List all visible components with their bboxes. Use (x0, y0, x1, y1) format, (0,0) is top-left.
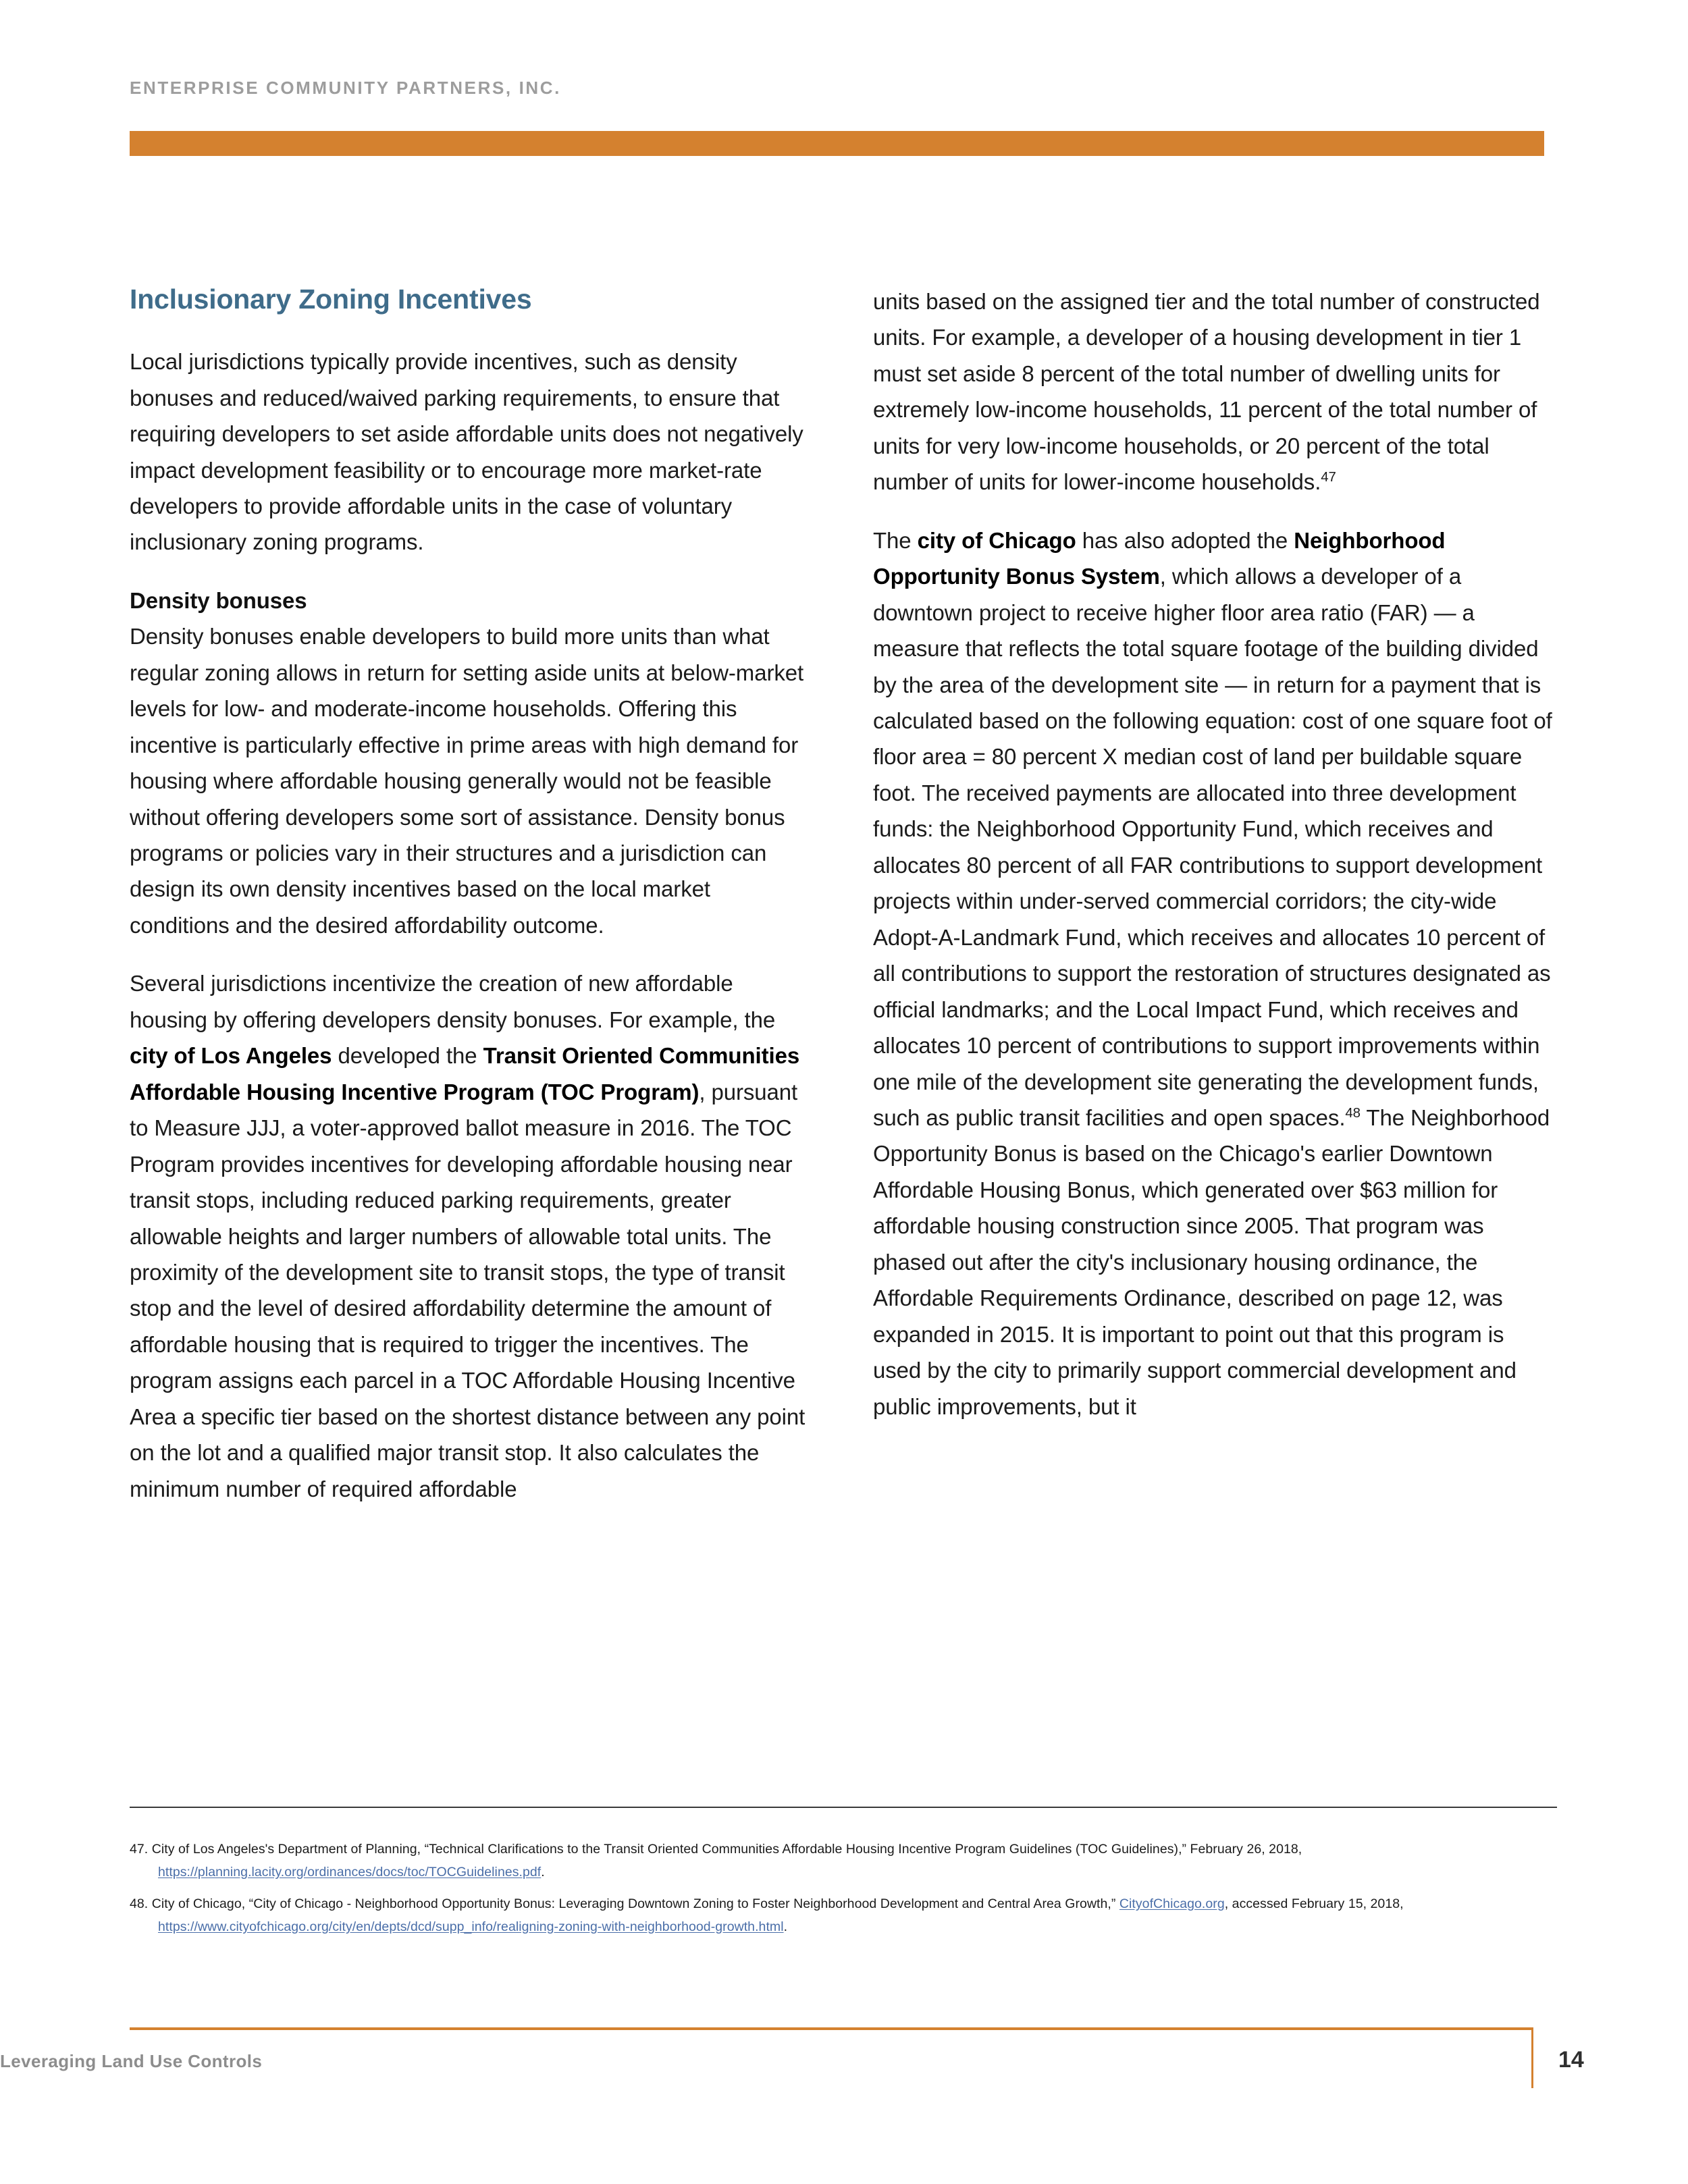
left-paragraph-1: Local jurisdictions typically provide incentives, such as density bonuses and reduced/waived parking requirements, to ensure that requiring developers to set aside affordable units does not negatively impact development feasibility or to encourage more market-rate developers to provide affordable units in the case of voluntary inclusionary zoning programs. (130, 349, 803, 555)
left-p3-bold-toc-program: Transit Oriented Communities Affordable Housing Incentive Program (TOC Program) (130, 1043, 800, 1104)
footnote-48 (130, 1893, 1568, 1938)
footnote-48-text-after: . (783, 1919, 788, 1934)
header-orange-rule (130, 131, 1544, 156)
right-paragraph-1 (873, 284, 1557, 500)
section-title: Inclusionary Zoning Incentives (130, 284, 532, 315)
right-p2-bold-chicago: city of Chicago (917, 527, 1076, 553)
footnote-47-number: 47. (130, 1842, 149, 1857)
left-p3-bold-los-angeles: city of Los Angeles (130, 1043, 332, 1069)
left-p3-text-3: , pursuant to Measure JJJ, a voter-approved ballot measure in 2016. The TOC Program provides incentives for developing affordable housing near transit stops, including reduced parking requirements, greater allowable heights and larger numbers of allowable total units. The proximity of the development site to transit stops, the type of transit stop and the level of desired affordability determine the amount of affordable housing that is required to trigger the incentives. The program assigns each parcel in a TOC Affordable Housing Incentive Area a specific tier based on the shortest distance between any point on the lot and a qualified major transit stop. It also calculates the minimum number of required affordable (130, 1079, 806, 1501)
footnote-47 (130, 1838, 1568, 1884)
footer-page-number: 14 (1558, 2047, 1584, 2073)
left-subheading-block (130, 583, 814, 618)
left-p3-text-1: Several jurisdictions incentivize the creation of new affordable housing by offering developers density bonuses. For example, the (130, 971, 776, 1032)
footnote-48-number: 48. (130, 1896, 149, 1912)
left-p3-text-2: developed the (332, 1043, 483, 1069)
footnote-48-link-url[interactable]: https://www.cityofchicago.org/city/en/depts/dcd/supp_info/realigning-zoning-with-neighborhood-growth.html (158, 1919, 784, 1934)
header-organization-name: ENTERPRISE COMMUNITY PARTNERS, INC. (130, 78, 561, 98)
footer-vertical-divider (1531, 2027, 1533, 2088)
footnote-ref-48[interactable]: 48 (1345, 1104, 1361, 1121)
subheading-density-bonuses: Density bonuses (130, 587, 307, 613)
footer-chapter-label: Leveraging Land Use Controls (0, 2051, 263, 2071)
right-p1-text: units based on the assigned tier and the total number of constructed units. For example, a developer of a housing development in tier 1 must set aside 8 percent of the total number of dwelling units for extremely low-income households, 11 percent of the total number of units for very low-income households, or 20 percent of the total number of units for lower-income households. (873, 289, 1540, 495)
footnote-48-text: City of Chicago, “City of Chicago - Neighborhood Opportunity Bonus: Leveraging Downtown Zoning to Foster Neighborhood Development and Central Area Growth,” (151, 1896, 1119, 1912)
left-column (130, 284, 814, 1529)
footnote-separator-rule (130, 1807, 1557, 1808)
right-paragraph-2 (873, 523, 1557, 1424)
left-paragraph-3 (130, 965, 814, 1507)
body-columns (130, 284, 1557, 1529)
footnotes-section (130, 1838, 1568, 1948)
footnote-47-text-after: . (541, 1864, 545, 1880)
right-p2-text-1: The (873, 527, 918, 553)
footnote-47-text: City of Los Angeles's Department of Planning, “Technical Clarifications to the Transit Oriented Communities Affordable Housing Incentive Program Guidelines (TOC Guidelines),” February 26, 2018, (151, 1842, 1302, 1857)
right-p2-text-4: The Neighborhood Opportunity Bonus is based on the Chicago's earlier Downtown Affordable Housing Bonus, which generated over $63 million for affordable housing construction since 2005. That program was phased out after the city's inclusionary housing ordinance, the Affordable Requirements Ordinance, described on page 12, was expanded in 2015. It is important to point out that this program is used by the city to primarily support commercial development and public improvements, but it (873, 1104, 1550, 1419)
footnote-ref-47[interactable]: 47 (1321, 469, 1336, 485)
footnote-48-text-middle: , accessed February 15, 2018, (1224, 1896, 1404, 1912)
footnote-48-link-cityofchicago[interactable]: CityofChicago.org (1119, 1896, 1225, 1912)
footnote-47-link[interactable]: https://planning.lacity.org/ordinances/docs/toc/TOCGuidelines.pdf (158, 1864, 542, 1880)
left-paragraph-2: Density bonuses enable developers to build more units than what regular zoning allows in return for setting aside units at below-market levels for low- and moderate-income households. Offering this incentive is particularly effective in prime areas with high demand for housing where affordable housing generally would not be feasible without offering developers some sort of assistance. Density bonus programs or policies vary in their structures and a jurisdiction can design its own density incentives based on the local market conditions and the desired affordability outcome. (130, 624, 804, 938)
right-p2-bold-nobs: Neighborhood Opportunity Bonus System (873, 527, 1446, 589)
right-p2-text-2: has also adopted the (1076, 527, 1294, 553)
right-p2-text-3: , which allows a developer of a downtown project to receive higher floor area ratio (FAR) — a measure that reflects the total square footage of the building divided by the area of the development site — in return for a payment that is calculated based on the following equation: cost of one square foot of floor area = 80 percent X median cost of land per buildable square foot. The received payments are allocated into three development funds: the Neighborhood Opportunity Fund, which receives and allocates 80 percent of all FAR contributions to support development projects within under-served commercial corridors; the city-wide Adopt-A-Landmark Fund, which receives and allocates 10 percent of all contributions to support the restoration of structures designated as official landmarks; and the Local Impact Fund, which receives and allocates 10 percent of contributions to support improvements within one mile of the development site generating the development funds, such as public transit facilities and open spaces. (873, 564, 1552, 1130)
footer-orange-rule (130, 2027, 1533, 2030)
right-column (873, 284, 1557, 1529)
